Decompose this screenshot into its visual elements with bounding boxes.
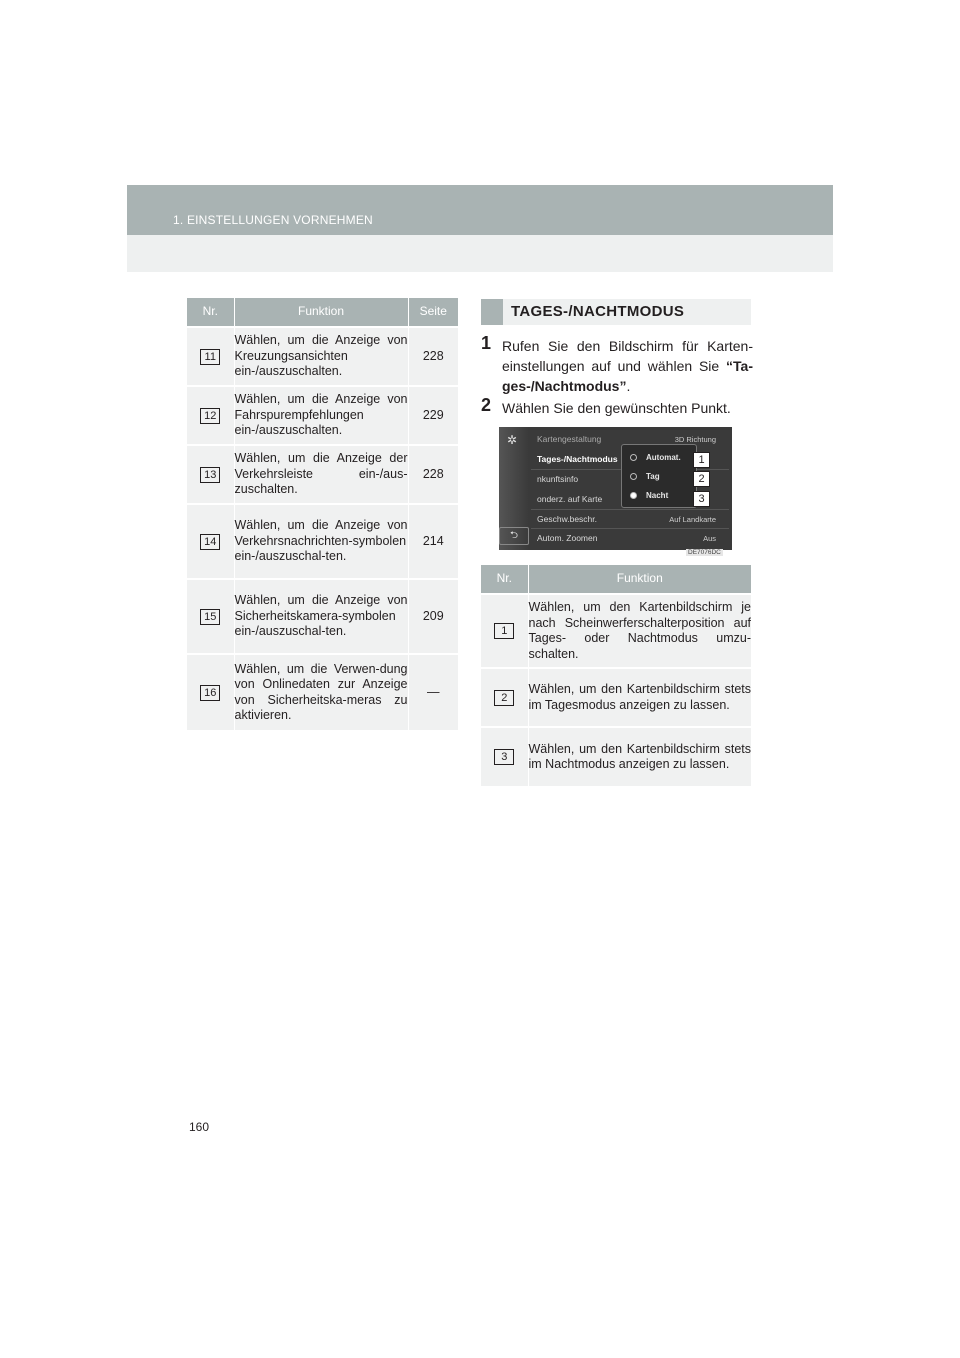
number-badge: 11	[200, 349, 220, 365]
table-row	[481, 668, 751, 727]
screen-row: nkunftsinfo	[537, 474, 579, 484]
number-badge: 16	[200, 685, 220, 701]
table-row	[187, 386, 458, 445]
radio-selected-icon	[630, 492, 637, 499]
left-function-table	[187, 298, 458, 730]
number-badge: 13	[200, 467, 220, 483]
heading-accent-bar	[481, 299, 503, 325]
row-number	[187, 654, 234, 730]
row-number	[481, 594, 528, 668]
step-text-bold: “Ta-ges-/Nachtmodus”	[502, 358, 753, 394]
screen-row-value: Aus	[703, 534, 716, 543]
row-number	[187, 386, 234, 445]
screen-row: Kartengestaltung	[537, 434, 602, 444]
callout-1: 1	[693, 452, 710, 468]
step-text	[502, 336, 753, 396]
radio-icon	[630, 454, 637, 461]
row-description: Wählen, um den Kartenbildschirm stets im Nachtmodus anzeigen zu lassen.	[528, 727, 751, 786]
screen-row: onderz. auf Karte	[537, 494, 603, 504]
section-heading	[481, 299, 751, 325]
table-row	[187, 654, 458, 730]
step-number: 2	[481, 395, 492, 415]
row-description: Wählen, um den Kartenbildschirm stets im Tagesmodus anzeigen zu lassen.	[528, 668, 751, 727]
option-label: Tag	[646, 472, 660, 481]
number-badge: 15	[200, 609, 220, 625]
image-code: DE7076DC	[688, 549, 721, 556]
row-description: Wählen, um die Anzeige der Verkehrsleiste ein-/aus-zuschalten.	[234, 445, 408, 504]
column-header-nr: Nr.	[187, 298, 234, 327]
row-description: Wählen, um den Kartenbildschirm je nach Scheinwerferschalterposition auf Tages- oder Nachtmodus umzu-schalten.	[528, 594, 751, 668]
row-number	[187, 445, 234, 504]
radio-icon	[630, 473, 637, 480]
number-badge: 14	[200, 534, 220, 550]
row-page: —	[408, 654, 458, 730]
row-page: 228	[408, 445, 458, 504]
gear-icon: ✲	[507, 433, 518, 447]
mode-options-popup	[621, 444, 697, 508]
number-badge: 3	[494, 749, 514, 765]
step-text-plain: Rufen Sie den Bildschirm für Karten-einstellungen auf und wählen Sie	[502, 338, 753, 374]
column-header-nr: Nr.	[481, 565, 528, 594]
table-row	[187, 504, 458, 579]
column-header-funktion: Funktion	[528, 565, 751, 594]
row-description: Wählen, um die Anzeige von Fahrspurempfehlungen ein-/auszuschalten.	[234, 386, 408, 445]
table-row	[187, 579, 458, 654]
option-tag	[630, 472, 660, 481]
section-heading-text: TAGES-/NACHTMODUS	[511, 303, 685, 320]
row-number	[481, 727, 528, 786]
screen-row-value: 3D Richtung	[674, 435, 716, 444]
number-badge: 2	[494, 690, 514, 706]
header-bar	[127, 185, 833, 235]
row-page: 229	[408, 386, 458, 445]
option-automat	[630, 453, 681, 462]
table-row	[481, 727, 751, 786]
page-header	[127, 185, 833, 272]
row-description: Wählen, um die Anzeige von Verkehrsnachrichten-symbolen ein-/auszuschal-ten.	[234, 504, 408, 579]
row-description: Wählen, um die Anzeige von Sicherheitskamera-symbolen ein-/auszuschal-ten.	[234, 579, 408, 654]
option-label: Nacht	[646, 491, 669, 500]
screen-row: Autom. Zoomen	[537, 533, 598, 543]
row-description: Wählen, um die Anzeige von Kreuzungsansichten ein-/auszuschalten.	[234, 327, 408, 386]
number-badge: 12	[200, 408, 220, 424]
row-number	[481, 668, 528, 727]
column-header-seite: Seite	[408, 298, 458, 327]
table-row	[481, 594, 751, 668]
row-number	[187, 327, 234, 386]
table-row	[187, 327, 458, 386]
right-function-table	[481, 565, 751, 786]
step-text-end: .	[626, 378, 631, 394]
return-arrow-icon: ⮌	[499, 527, 529, 545]
callout-2: 2	[693, 471, 710, 487]
row-description: Wählen, um die Verwen-dung von Onlinedaten zur Anzeige von Sicherheitska-meras zu aktivieren.	[234, 654, 408, 730]
column-header-funktion: Funktion	[234, 298, 408, 327]
screen-row-selected: Tages-/Nachtmodus	[537, 454, 618, 464]
screen-row: Geschw.beschr.	[537, 514, 598, 524]
table-header-row	[481, 565, 751, 594]
page-number: 160	[189, 1120, 210, 1134]
number-badge: 1	[494, 623, 514, 639]
navigation-screen-image	[499, 427, 732, 550]
row-page: 214	[408, 504, 458, 579]
row-page: 209	[408, 579, 458, 654]
row-number	[187, 579, 234, 654]
step-2	[481, 395, 753, 418]
step-number: 1	[481, 333, 492, 353]
section-title: 1. EINSTELLUNGEN VORNEHMEN	[173, 213, 373, 227]
step-text: Wählen Sie den gewünschten Punkt.	[502, 400, 731, 416]
option-label: Automat.	[646, 453, 681, 462]
screen-row-value: Auf Landkarte	[669, 515, 716, 524]
screen-divider	[531, 509, 729, 510]
row-number	[187, 504, 234, 579]
callout-3: 3	[693, 491, 710, 507]
screen-divider	[531, 528, 729, 529]
row-page: 228	[408, 327, 458, 386]
step-1	[481, 333, 753, 396]
option-nacht	[630, 491, 668, 500]
table-header-row	[187, 298, 458, 327]
table-row	[187, 445, 458, 504]
